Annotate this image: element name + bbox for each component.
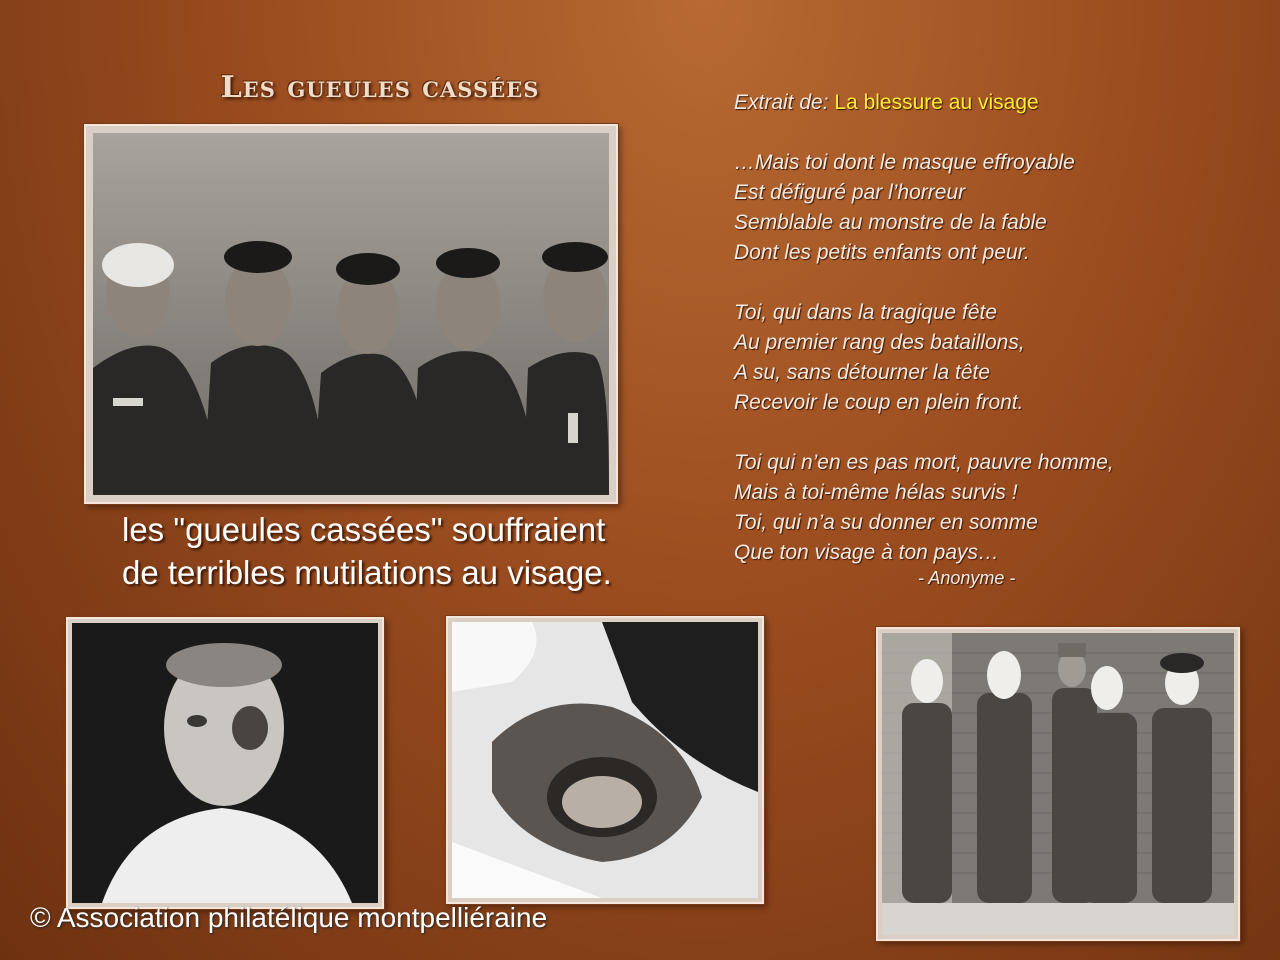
poem-line: Toi, qui dans la tragique fête	[734, 301, 998, 324]
caption-line-2: de terribles mutilations au visage.	[122, 554, 612, 591]
poem-intro-prefix: Extrait de:	[734, 91, 835, 114]
poem-line: Au premier rang des bataillons,	[734, 331, 1025, 354]
photo-caption	[122, 508, 682, 594]
poem-signature: - Anonyme -	[918, 568, 1016, 588]
wounded-center-image	[452, 622, 758, 898]
poem-line: …Mais toi dont le masque effroyable	[734, 151, 1075, 174]
poem-intro	[734, 88, 1234, 118]
poem-line: Dont les petits enfants ont peur.	[734, 241, 1030, 264]
wounded-photo-center	[446, 616, 764, 904]
portrait-left-image	[72, 623, 378, 903]
slide-title: Les gueules cassées	[220, 70, 540, 105]
poem-line: Mais à toi-même hélas survis !	[734, 481, 1018, 504]
poem-line: Que ton visage à ton pays…	[734, 541, 999, 564]
copyright-notice: © Association philatélique montpelliéraine	[30, 902, 548, 933]
poem-line: Toi qui n’en es pas mort, pauvre homme,	[734, 451, 1114, 474]
group-outdoor-image	[882, 633, 1234, 935]
poem	[734, 88, 1234, 568]
caption-line-1: les "gueules cassées" souffraient	[122, 511, 606, 548]
poem-line: Toi, qui n’a su donner en somme	[734, 511, 1038, 534]
poem-source-title: La blessure au visage	[834, 91, 1039, 114]
poem-line: Semblable au monstre de la fable	[734, 211, 1047, 234]
poem-line: Recevoir le coup en plein front.	[734, 391, 1024, 414]
portrait-photo-left	[66, 617, 384, 909]
poem-line: Est défiguré par l’horreur	[734, 181, 966, 204]
group-outdoor-photo	[876, 627, 1240, 941]
group-portrait-image	[93, 133, 609, 495]
poem-line: A su, sans détourner la tête	[734, 361, 991, 384]
group-portrait-photo	[84, 124, 618, 504]
